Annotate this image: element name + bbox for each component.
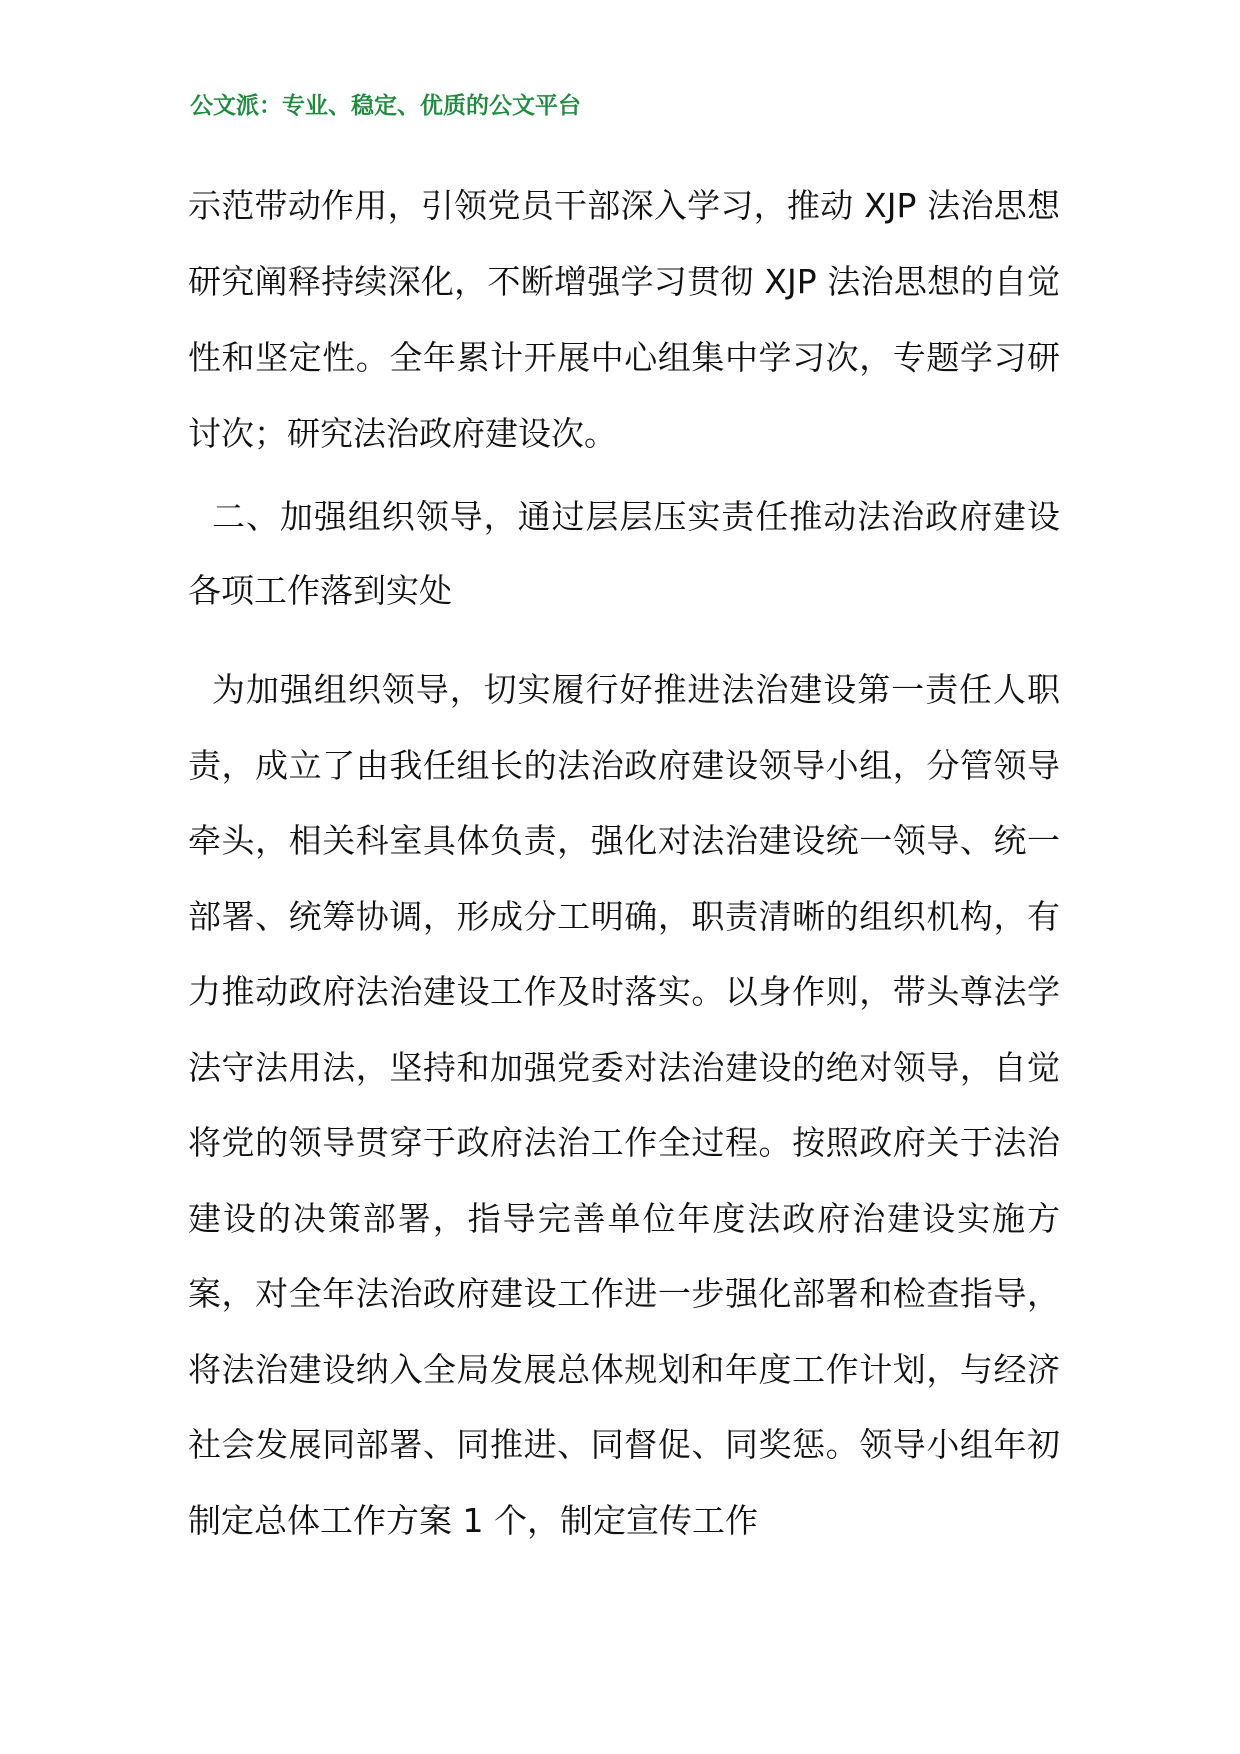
section-heading: 二、加强组织领导，通过层层压实责任推动法治政府建设各项工作落到实处 (188, 497, 1060, 610)
paragraph-body: 为加强组织领导，切实履行好推进法治建设第一责任人职责，成立了由我任组长的法治政府建设领导小组，分管领导牵头，相关科室具体负责，强化对法治建设统一领导、统一部署、统筹协调，形成分工明确，职责清晰的组织机构，有力推动政府法治建设工作及时落实。以身作则，带头尊法学法守法用法，坚持和加强党委对法治建设的绝对领导，自觉将党的领导贯穿于政府法治工作全过程。按照政府关于法治建设的决策部署，指导完善单位年度法政府治建设实施方案，对全年法治政府建设工作进一步强化部署和检查指导，将法治建设纳入全局发展总体规划和年度工作计划，与经济社会发展同部署、同推进、同督促、同奖惩。领导小组年初制定总体工作方案 1 个，制定宣传工作 (188, 670, 1060, 1540)
paragraph-continuation: 示范带动作用，引领党员干部深入学习，推动 XJP 法治思想研究阐释持续深化，不断增强学习贯彻 XJP 法治思想的自觉性和坚定性。全年累计开展中心组集中学习次，专题学习研讨次；研究法治政府建设次。 (188, 186, 1060, 453)
site-header: 公文派：专业、稳定、优质的公文平台 (190, 93, 581, 119)
